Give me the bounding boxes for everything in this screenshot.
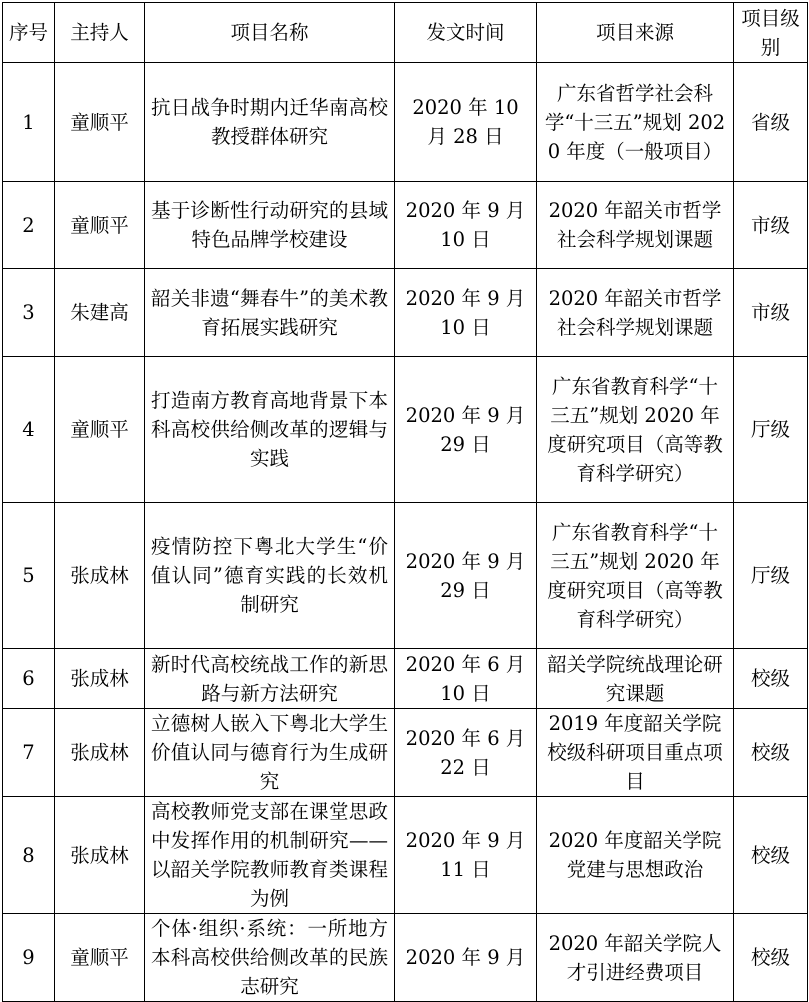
table-row [3, 63, 808, 182]
cell-project-name: 立德树人嵌入下粤北大学生价值认同与德育行为生成研究 [145, 709, 395, 797]
cell-level: 厅级 [734, 357, 808, 503]
cell-source: 2020 年韶关市哲学社会科学规划课题 [537, 269, 734, 357]
cell-host: 张成林 [55, 797, 145, 914]
cell-source: 广东省教育科学“十三五”规划 2020 年度研究项目（高等教育科学研究） [537, 357, 734, 503]
projects-table [2, 2, 808, 1002]
cell-project-name: 韶关非遗“舞春牛”的美术教育拓展实践研究 [145, 269, 395, 357]
cell-project-name: 抗日战争时期内迁华南高校教授群体研究 [145, 63, 395, 182]
cell-issue-date: 2020 年 10 月 28 日 [395, 63, 537, 182]
cell-source: 2020 年度韶关学院党建与思想政治 [537, 797, 734, 914]
cell-level: 校级 [734, 709, 808, 797]
header-level: 项目级别 [734, 3, 808, 63]
cell-seq: 2 [3, 182, 55, 269]
cell-source: 2019 年度韶关学院校级科研项目重点项目 [537, 709, 734, 797]
cell-level: 市级 [734, 269, 808, 357]
table-row [3, 649, 808, 709]
cell-source: 2020 年韶关学院人才引进经费项目 [537, 914, 734, 1002]
cell-seq: 4 [3, 357, 55, 503]
cell-host: 童顺平 [55, 182, 145, 269]
header-source: 项目来源 [537, 3, 734, 63]
header-issue-date: 发文时间 [395, 3, 537, 63]
header-host: 主持人 [55, 3, 145, 63]
cell-host: 张成林 [55, 503, 145, 649]
cell-issue-date: 2020 年 6 月 10 日 [395, 649, 537, 709]
table-row [3, 709, 808, 797]
table-row [3, 357, 808, 503]
cell-level: 校级 [734, 649, 808, 709]
cell-seq: 8 [3, 797, 55, 914]
cell-project-name: 新时代高校统战工作的新思路与新方法研究 [145, 649, 395, 709]
header-row [3, 3, 808, 63]
cell-seq: 3 [3, 269, 55, 357]
header-project-name: 项目名称 [145, 3, 395, 63]
cell-issue-date: 2020 年 9 月 10 日 [395, 182, 537, 269]
cell-source: 韶关学院统战理论研究课题 [537, 649, 734, 709]
cell-source: 广东省哲学社会科学“十三五”规划 2020 年度（一般项目） [537, 63, 734, 182]
cell-host: 童顺平 [55, 63, 145, 182]
cell-level: 厅级 [734, 503, 808, 649]
cell-host: 朱建高 [55, 269, 145, 357]
cell-seq: 7 [3, 709, 55, 797]
cell-level: 校级 [734, 914, 808, 1002]
table-row [3, 797, 808, 914]
table-row [3, 182, 808, 269]
cell-host: 张成林 [55, 709, 145, 797]
table-row [3, 269, 808, 357]
header-seq: 序号 [3, 3, 55, 63]
cell-project-name: 基于诊断性行动研究的县域特色品牌学校建设 [145, 182, 395, 269]
cell-seq: 1 [3, 63, 55, 182]
cell-host: 张成林 [55, 649, 145, 709]
cell-level: 校级 [734, 797, 808, 914]
cell-issue-date: 2020 年 9 月 29 日 [395, 357, 537, 503]
cell-level: 省级 [734, 63, 808, 182]
table-row [3, 503, 808, 649]
cell-issue-date: 2020 年 9 月 29 日 [395, 503, 537, 649]
cell-project-name: 高校教师党支部在课堂思政中发挥作用的机制研究——以韶关学院教师教育类课程为例 [145, 797, 395, 914]
cell-host: 童顺平 [55, 914, 145, 1002]
cell-level: 市级 [734, 182, 808, 269]
cell-project-name: 个体·组织·系统：一所地方本科高校供给侧改革的民族志研究 [145, 914, 395, 1002]
cell-issue-date: 2020 年 9 月 11 日 [395, 797, 537, 914]
cell-seq: 9 [3, 914, 55, 1002]
cell-issue-date: 2020 年 9 月 [395, 914, 537, 1002]
cell-source: 2020 年韶关市哲学社会科学规划课题 [537, 182, 734, 269]
cell-seq: 6 [3, 649, 55, 709]
cell-project-name: 疫情防控下粤北大学生“价值认同”德育实践的长效机制研究 [145, 503, 395, 649]
cell-project-name: 打造南方教育高地背景下本科高校供给侧改革的逻辑与实践 [145, 357, 395, 503]
table-row [3, 914, 808, 1002]
cell-source: 广东省教育科学“十三五”规划 2020 年度研究项目（高等教育科学研究） [537, 503, 734, 649]
cell-issue-date: 2020 年 9 月 10 日 [395, 269, 537, 357]
cell-seq: 5 [3, 503, 55, 649]
cell-issue-date: 2020 年 6 月 22 日 [395, 709, 537, 797]
cell-host: 童顺平 [55, 357, 145, 503]
